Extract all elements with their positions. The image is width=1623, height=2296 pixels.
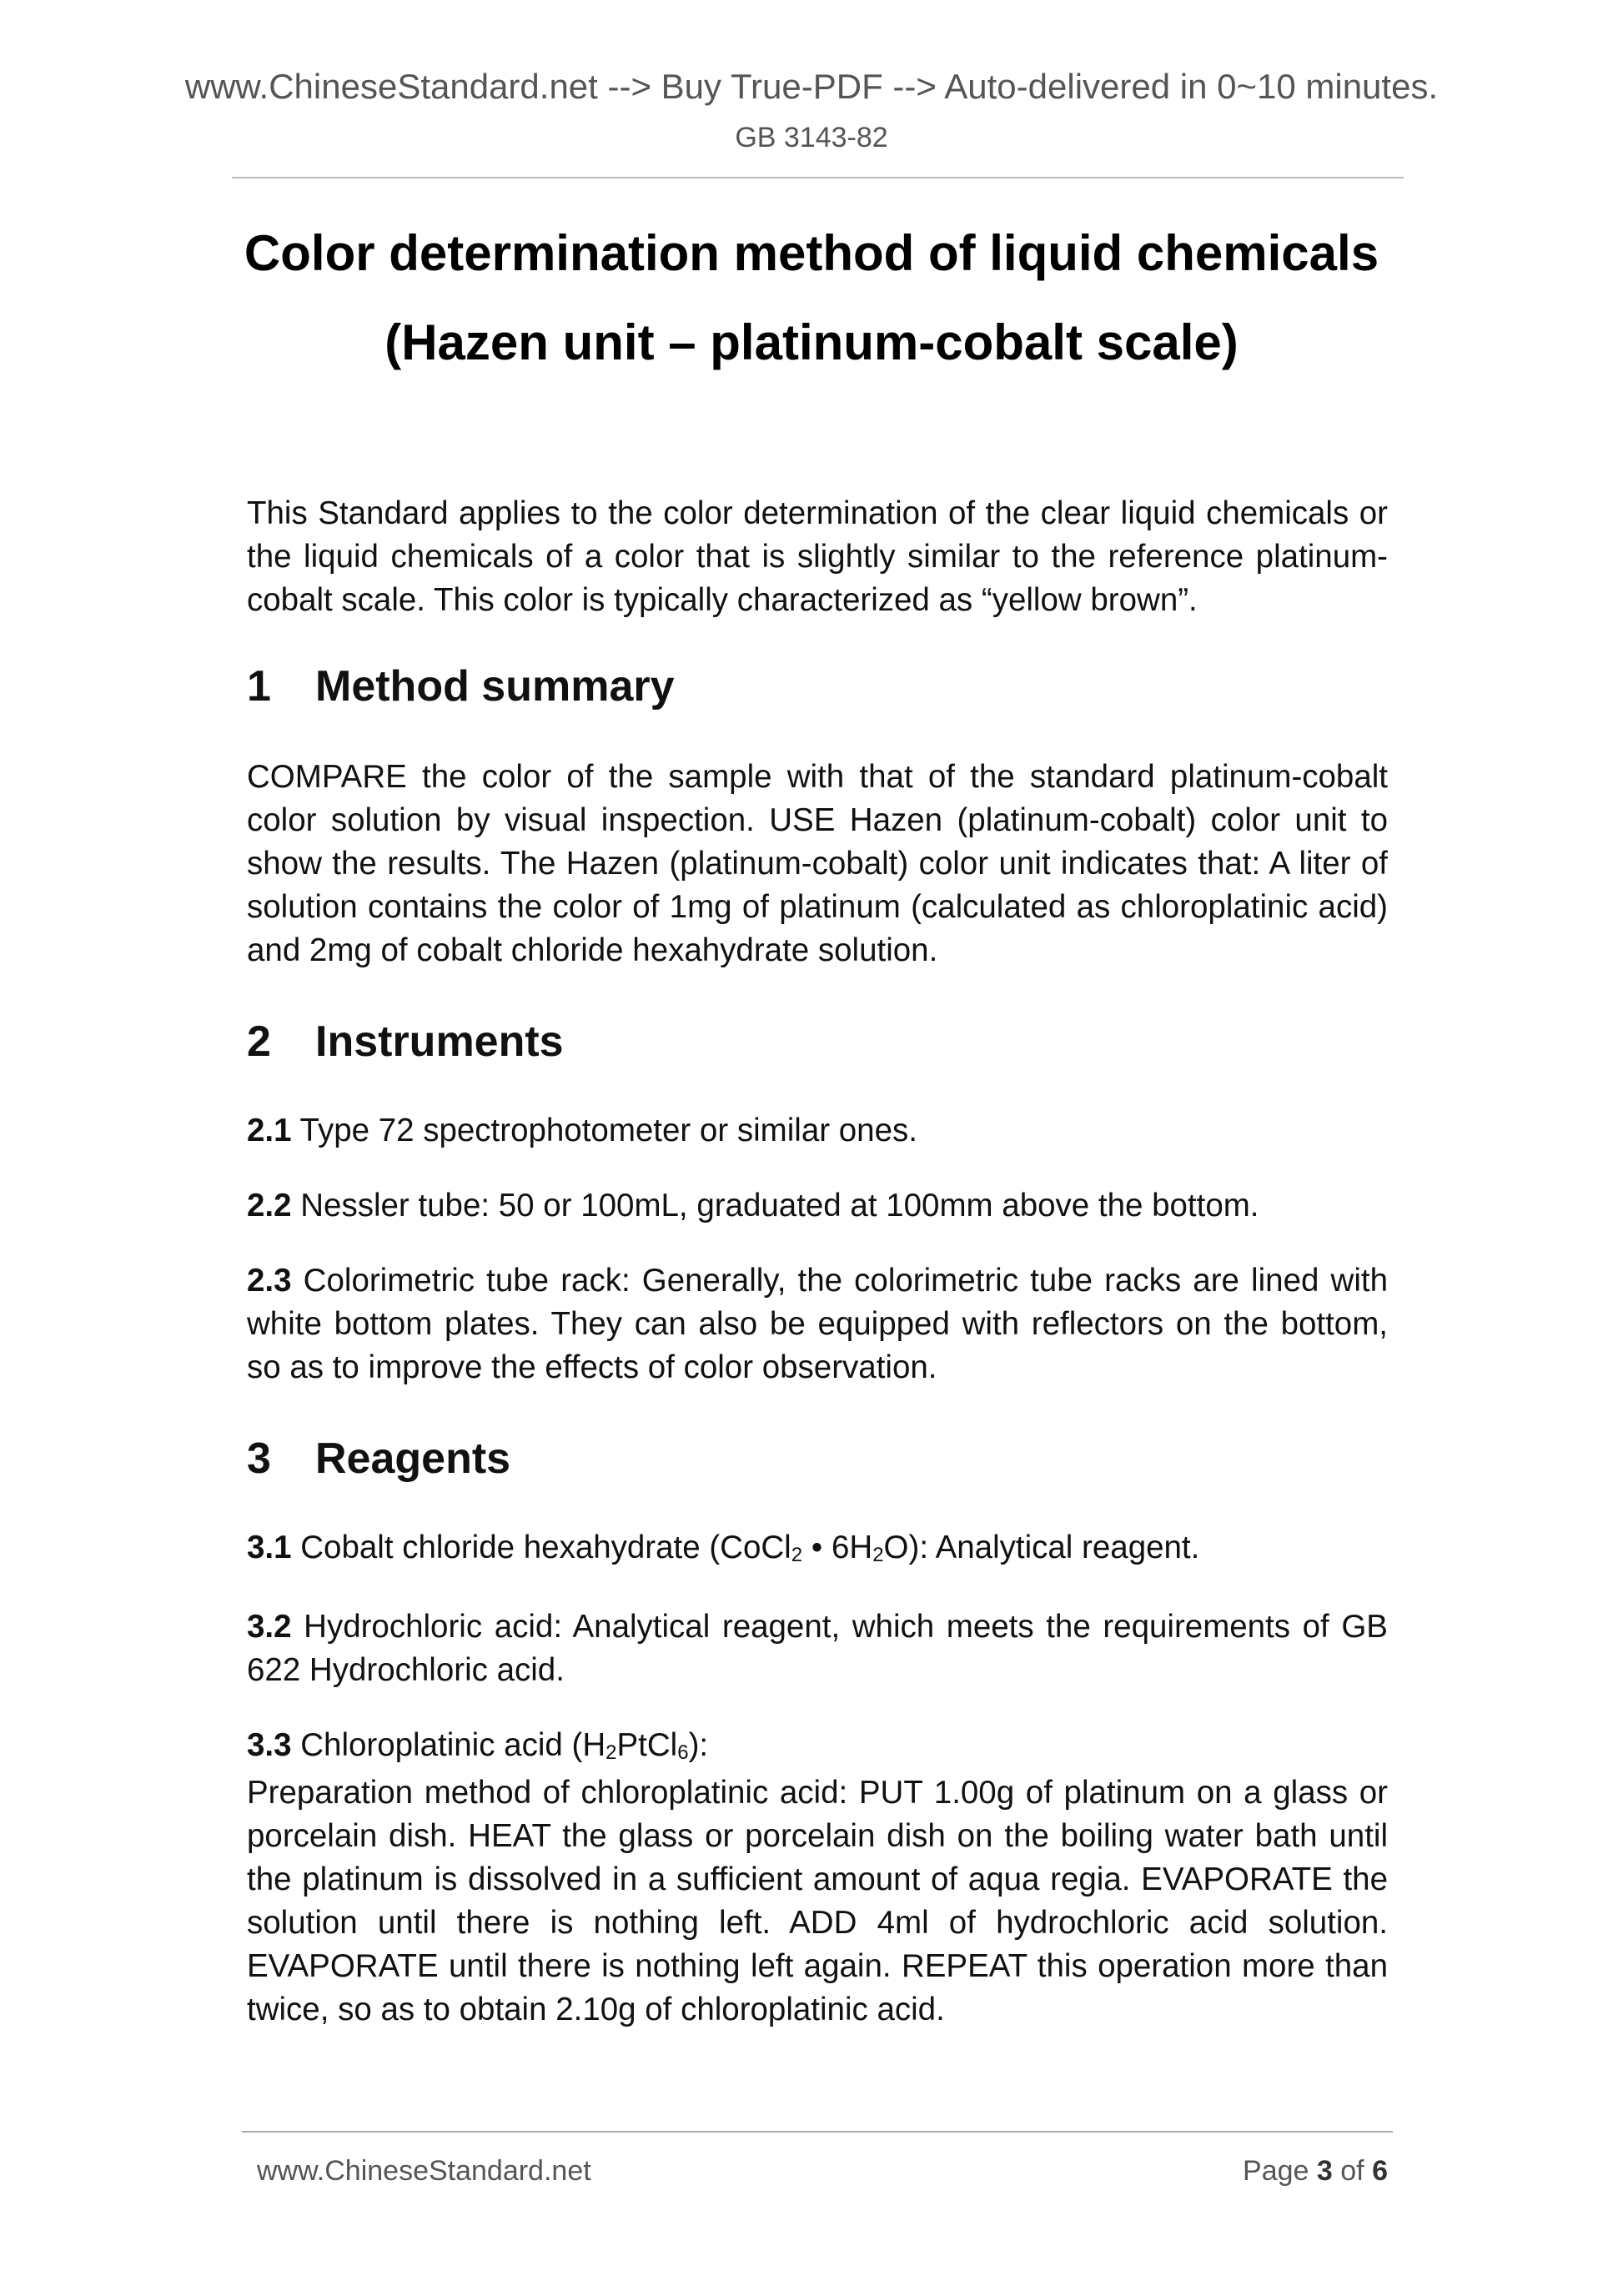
document-title-line-1: Color determination method of liquid chemicals [244, 225, 1379, 281]
page-of: of [1340, 2155, 1364, 2187]
clause-number: 3.3 [247, 1727, 292, 1763]
clause-number: 2.3 [247, 1263, 292, 1299]
clause-3-2 [247, 1605, 1388, 1692]
clause-text: Colorimetric tube rack: Generally, the colorimetric tube racks are lined with white bottom plates. They can also be equipped with reflectors on the bottom, so as to improve the effects of color observation. [247, 1263, 1388, 1385]
clause-3-1 [247, 1526, 1388, 1574]
header-divider [232, 177, 1404, 178]
subscript: 2 [872, 1544, 884, 1566]
preparation-method-text: Preparation method of chloroplatinic acid: PUT 1.00g of platinum on a glass or porcelain dish. HEAT the glass or porcelain dish on the boiling water bath until the platinum is dissolved in a sufficient amount of aqua regia. EVAPORATE the solution until there is nothing left. ADD 4ml of hydrochloric acid solution. EVAPORATE until there is nothing left again. REPEAT this operation more than twice, so as to obtain 2.10g of chloroplatinic acid. [247, 1775, 1388, 2027]
subscript: 2 [791, 1544, 803, 1566]
clause-number: 2.2 [247, 1188, 292, 1223]
clause-number: 2.1 [247, 1113, 292, 1148]
clause-text: Hydrochloric acid: Analytical reagent, which meets the requirements of GB 622 Hydrochloric acid. [247, 1609, 1388, 1688]
section-heading-3 [247, 1433, 1388, 1485]
clause-2-3 [247, 1259, 1388, 1389]
section-heading-2 [247, 1016, 1388, 1068]
section-number: 2 [247, 1017, 271, 1066]
standard-code: GB 3143-82 [735, 122, 888, 153]
clause-text: Chloroplatinic acid $(H_2PtCl_6)$: [300, 1727, 709, 1764]
clause-text: Type 72 spectrophotometer or similar ones. [299, 1113, 917, 1148]
document-body [247, 492, 1388, 2032]
clause-number: 3.1 [247, 1530, 292, 1565]
section-heading-1 [247, 661, 1388, 712]
clause-text: Nessler tube: 50 or 100mL, graduated at 100mm above the bottom. [300, 1188, 1259, 1223]
footer-site: www.ChineseStandard.net [257, 2155, 591, 2187]
page-total: 6 [1372, 2155, 1388, 2187]
intro-paragraph: This Standard applies to the color determination of the clear liquid chemicals or the liquid chemicals of a color that is slightly similar to the reference platinum-cobalt scale. This color is typically characterized as “yellow brown”. [247, 495, 1388, 618]
clause-number: 3.2 [247, 1609, 292, 1645]
section-number: 3 [247, 1434, 271, 1483]
clause-3-3 [247, 1724, 1388, 2032]
section-number: 1 [247, 662, 271, 711]
section-title: Method summary [315, 662, 675, 711]
clause-text: Cobalt chloride hexahydrate (CoCl$_2$ • $6H_2O$): Analytical reagent. [300, 1530, 1200, 1566]
method-summary-paragraph: COMPARE the color of the sample with that of the standard platinum-cobalt color solution by visual inspection. USE Hazen (platinum-cobalt) color unit to show the results. The Hazen (platinum-cobalt) color unit indicates that: A liter of solution contains the color of 1mg of platinum (calculated as chloroplatinic acid) and 2mg of cobalt chloride hexahydrate solution. [247, 759, 1388, 968]
section-title: Instruments [315, 1017, 564, 1066]
page-current: 3 [1316, 2155, 1333, 2187]
subscript: 2 [605, 1741, 617, 1764]
header-banner: www.ChineseStandard.net --> Buy True-PDF --> Auto-delivered in 0~10 minutes. [184, 67, 1439, 106]
subscript: 6 [677, 1741, 689, 1764]
document-title-line-2: (Hazen unit – platinum-cobalt scale) [384, 314, 1239, 370]
section-title: Reagents [315, 1434, 511, 1483]
footer-divider [242, 2131, 1393, 2133]
page-indicator [1243, 2153, 1388, 2188]
clause-2-1 [247, 1109, 1388, 1153]
clause-2-2 [247, 1184, 1388, 1228]
page-label: Page [1243, 2155, 1309, 2187]
